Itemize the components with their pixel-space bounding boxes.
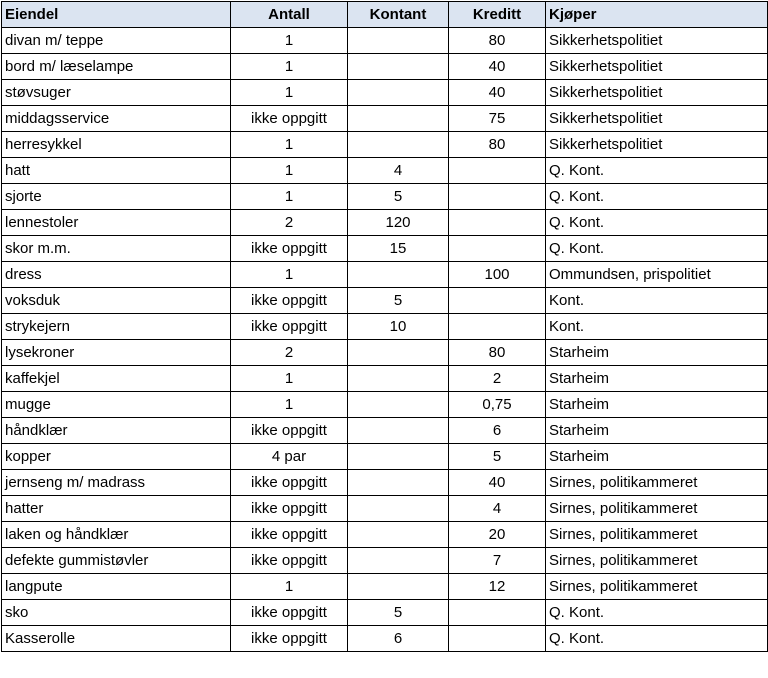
cell-quantity: 1	[231, 366, 348, 392]
cell-item: lysekroner	[2, 340, 231, 366]
cell-item: langpute	[2, 574, 231, 600]
cell-cash: 10	[348, 314, 449, 340]
table-row	[2, 158, 768, 184]
table-row	[2, 470, 768, 496]
cell-buyer: Sikkerhetspolitiet	[546, 80, 768, 106]
cell-credit: 7	[449, 548, 546, 574]
cell-quantity: ikke oppgitt	[231, 470, 348, 496]
cell-quantity: 1	[231, 262, 348, 288]
table-row	[2, 418, 768, 444]
cell-quantity: 4 par	[231, 444, 348, 470]
table-row	[2, 600, 768, 626]
table-row	[2, 262, 768, 288]
table-row	[2, 80, 768, 106]
cell-item: voksduk	[2, 288, 231, 314]
cell-item: laken og håndklær	[2, 522, 231, 548]
cell-buyer: Sikkerhetspolitiet	[546, 54, 768, 80]
cell-item: hatt	[2, 158, 231, 184]
header-item: Eiendel	[2, 2, 231, 28]
cell-buyer: Sirnes, politikammeret	[546, 548, 768, 574]
cell-credit: 4	[449, 496, 546, 522]
cell-cash: 15	[348, 236, 449, 262]
cell-cash	[348, 418, 449, 444]
cell-cash	[348, 54, 449, 80]
cell-buyer: Q. Kont.	[546, 184, 768, 210]
table-row	[2, 184, 768, 210]
cell-quantity: 1	[231, 574, 348, 600]
cell-quantity: 2	[231, 340, 348, 366]
cell-cash	[348, 392, 449, 418]
cell-item: jernseng m/ madrass	[2, 470, 231, 496]
cell-buyer: Q. Kont.	[546, 158, 768, 184]
cell-cash: 6	[348, 626, 449, 652]
cell-quantity: ikke oppgitt	[231, 626, 348, 652]
cell-item: kaffekjel	[2, 366, 231, 392]
table-row	[2, 28, 768, 54]
table-row	[2, 496, 768, 522]
cell-item: strykejern	[2, 314, 231, 340]
cell-quantity: 1	[231, 392, 348, 418]
cell-item: støvsuger	[2, 80, 231, 106]
cell-item: sko	[2, 600, 231, 626]
cell-credit: 40	[449, 470, 546, 496]
cell-buyer: Q. Kont.	[546, 626, 768, 652]
cell-item: håndklær	[2, 418, 231, 444]
cell-quantity: ikke oppgitt	[231, 418, 348, 444]
cell-buyer: Starheim	[546, 366, 768, 392]
cell-item: middagsservice	[2, 106, 231, 132]
cell-quantity: 1	[231, 80, 348, 106]
table-row	[2, 626, 768, 652]
cell-quantity: ikke oppgitt	[231, 496, 348, 522]
cell-credit: 80	[449, 28, 546, 54]
cell-quantity: 1	[231, 184, 348, 210]
cell-item: hatter	[2, 496, 231, 522]
cell-buyer: Sikkerhetspolitiet	[546, 132, 768, 158]
table-row	[2, 314, 768, 340]
cell-item: skor m.m.	[2, 236, 231, 262]
cell-cash	[348, 80, 449, 106]
table-body	[2, 28, 768, 652]
table-row	[2, 106, 768, 132]
table-row	[2, 444, 768, 470]
cell-cash	[348, 106, 449, 132]
cell-cash	[348, 28, 449, 54]
cell-quantity: ikke oppgitt	[231, 548, 348, 574]
cell-cash	[348, 262, 449, 288]
cell-credit: 100	[449, 262, 546, 288]
cell-credit: 75	[449, 106, 546, 132]
cell-credit: 80	[449, 340, 546, 366]
property-table	[1, 1, 768, 652]
table-row	[2, 132, 768, 158]
table-row	[2, 288, 768, 314]
cell-quantity: ikke oppgitt	[231, 236, 348, 262]
cell-buyer: Q. Kont.	[546, 236, 768, 262]
cell-credit	[449, 210, 546, 236]
table-row	[2, 210, 768, 236]
cell-credit: 5	[449, 444, 546, 470]
cell-buyer: Sikkerhetspolitiet	[546, 106, 768, 132]
table-row	[2, 366, 768, 392]
cell-credit	[449, 288, 546, 314]
table-row	[2, 340, 768, 366]
cell-cash: 4	[348, 158, 449, 184]
cell-credit: 0,75	[449, 392, 546, 418]
cell-item: sjorte	[2, 184, 231, 210]
cell-credit: 2	[449, 366, 546, 392]
cell-buyer: Starheim	[546, 444, 768, 470]
cell-item: defekte gummistøvler	[2, 548, 231, 574]
cell-quantity: ikke oppgitt	[231, 288, 348, 314]
cell-credit	[449, 626, 546, 652]
table-row	[2, 54, 768, 80]
cell-quantity: ikke oppgitt	[231, 522, 348, 548]
header-cash: Kontant	[348, 2, 449, 28]
cell-buyer: Starheim	[546, 418, 768, 444]
cell-credit	[449, 158, 546, 184]
cell-credit	[449, 184, 546, 210]
cell-buyer: Sirnes, politikammeret	[546, 496, 768, 522]
header-credit: Kreditt	[449, 2, 546, 28]
cell-credit: 12	[449, 574, 546, 600]
cell-quantity: 1	[231, 54, 348, 80]
cell-credit	[449, 314, 546, 340]
cell-buyer: Sirnes, politikammeret	[546, 522, 768, 548]
cell-quantity: 2	[231, 210, 348, 236]
cell-buyer: Kont.	[546, 314, 768, 340]
table-row	[2, 522, 768, 548]
cell-cash	[348, 522, 449, 548]
cell-cash: 5	[348, 288, 449, 314]
cell-item: dress	[2, 262, 231, 288]
cell-cash: 5	[348, 600, 449, 626]
cell-quantity: 1	[231, 132, 348, 158]
cell-credit: 20	[449, 522, 546, 548]
cell-item: herresykkel	[2, 132, 231, 158]
header-buyer: Kjøper	[546, 2, 768, 28]
cell-cash	[348, 340, 449, 366]
cell-quantity: ikke oppgitt	[231, 314, 348, 340]
cell-credit: 40	[449, 54, 546, 80]
cell-buyer: Q. Kont.	[546, 600, 768, 626]
cell-item: Kasserolle	[2, 626, 231, 652]
header-row	[2, 2, 768, 28]
table-row	[2, 392, 768, 418]
cell-cash	[348, 574, 449, 600]
cell-quantity: 1	[231, 158, 348, 184]
cell-item: bord m/ læselampe	[2, 54, 231, 80]
cell-credit: 80	[449, 132, 546, 158]
cell-quantity: ikke oppgitt	[231, 600, 348, 626]
cell-credit	[449, 236, 546, 262]
cell-buyer: Q. Kont.	[546, 210, 768, 236]
cell-cash: 120	[348, 210, 449, 236]
cell-quantity: ikke oppgitt	[231, 106, 348, 132]
cell-buyer: Sirnes, politikammeret	[546, 470, 768, 496]
cell-item: mugge	[2, 392, 231, 418]
cell-buyer: Ommundsen, prispolitiet	[546, 262, 768, 288]
table-row	[2, 574, 768, 600]
cell-cash	[348, 496, 449, 522]
cell-credit	[449, 600, 546, 626]
cell-buyer: Sikkerhetspolitiet	[546, 28, 768, 54]
header-quantity: Antall	[231, 2, 348, 28]
cell-cash	[348, 132, 449, 158]
cell-cash	[348, 444, 449, 470]
cell-cash: 5	[348, 184, 449, 210]
cell-item: kopper	[2, 444, 231, 470]
cell-cash	[348, 366, 449, 392]
cell-cash	[348, 548, 449, 574]
table-row	[2, 548, 768, 574]
cell-buyer: Kont.	[546, 288, 768, 314]
cell-credit: 6	[449, 418, 546, 444]
cell-buyer: Starheim	[546, 340, 768, 366]
cell-quantity: 1	[231, 28, 348, 54]
cell-buyer: Sirnes, politikammeret	[546, 574, 768, 600]
cell-cash	[348, 470, 449, 496]
cell-buyer: Starheim	[546, 392, 768, 418]
table-header	[2, 2, 768, 28]
cell-credit: 40	[449, 80, 546, 106]
table-row	[2, 236, 768, 262]
cell-item: lennestoler	[2, 210, 231, 236]
cell-item: divan m/ teppe	[2, 28, 231, 54]
